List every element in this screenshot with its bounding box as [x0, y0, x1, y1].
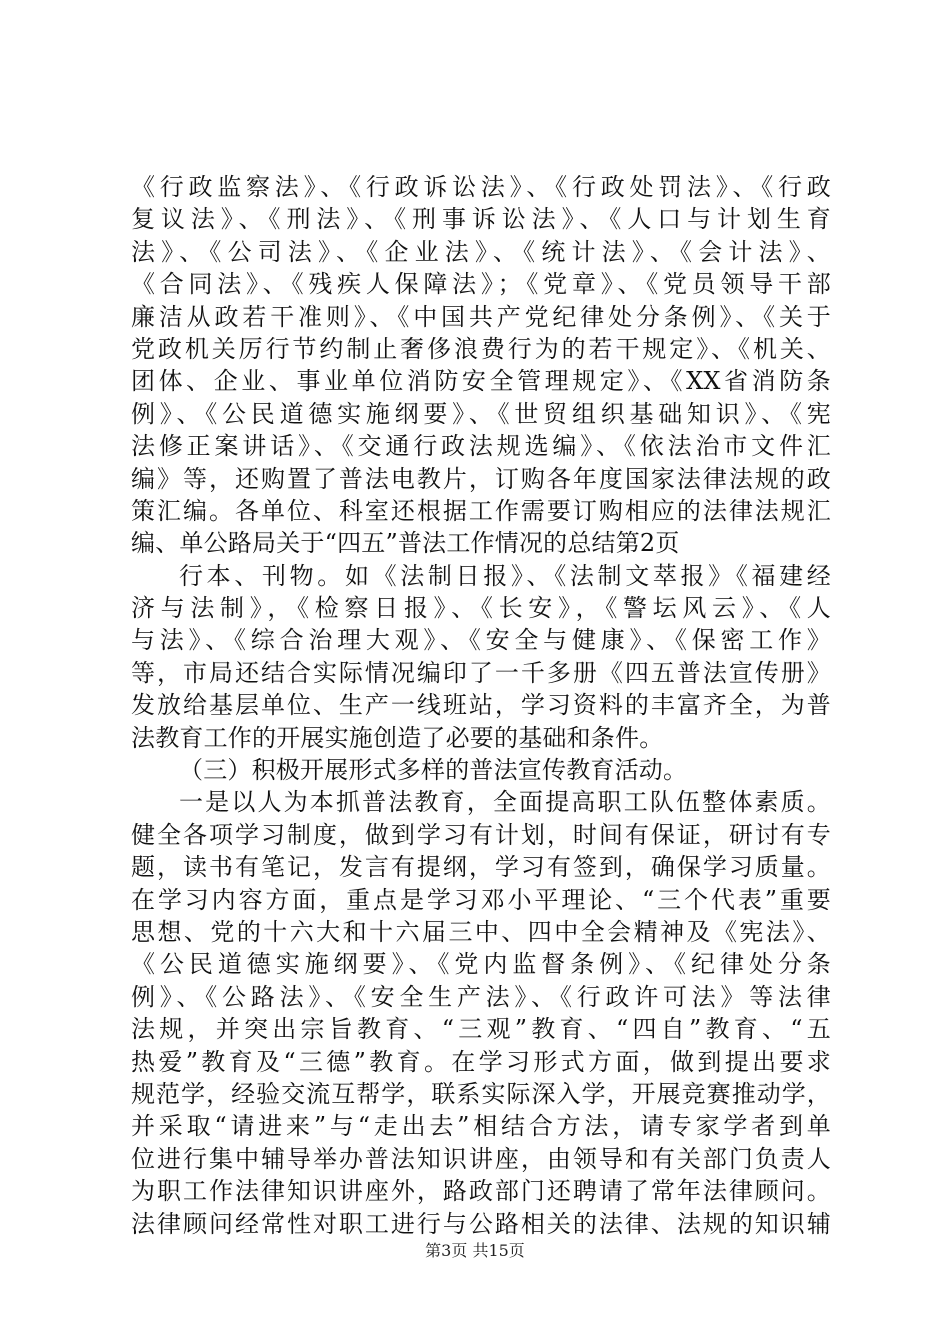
text-line: 题，读书有笔记，发言有提纲，学习有签到，确保学习质量。	[131, 853, 831, 882]
text-line: 法教育工作的开展实施创造了必要的基础和条件。	[131, 723, 664, 752]
page-footer: 第3页 共15页	[425, 1241, 525, 1260]
body-text	[131, 171, 831, 1240]
text-line: 编、单公路局关于“四五”普法工作情况的总结第2页	[131, 529, 680, 558]
text-line: 编》等，还购置了普法电教片，订购各年度国家法律法规的政	[131, 464, 831, 493]
text-line: 并采取“请进来”与“走出去”相结合方法，请专家学者到单	[131, 1112, 831, 1141]
text-line: 为职工作法律知识讲座外，路政部门还聘请了常年法律顾问。	[131, 1177, 831, 1206]
text-line: 济与法制》，《检察日报》、《长安》，《警坛风云》、《人	[131, 594, 831, 623]
text-line: 位进行集中辅导举办普法知识讲座，由领导和有关部门负责人	[131, 1144, 831, 1173]
text-line: 热爱”教育及“三德”教育。在学习形式方面，做到提出要求	[131, 1047, 831, 1076]
text-line: 法修正案讲话》、《交通行政法规选编》、《依法治市文件汇	[131, 432, 831, 461]
text-line: 与法》、《综合治理大观》、《安全与健康》、《保密工作》	[131, 626, 831, 655]
text-line: 策汇编。各单位、科室还根据工作需要订购相应的法律法规汇	[131, 496, 831, 525]
text-line: 健全各项学习制度，做到学习有计划，时间有保证，研讨有专	[131, 820, 831, 849]
text-line: 团体、企业、事业单位消防安全管理规定》、《XX省消防条	[131, 367, 831, 396]
text-line: 一是以人为本抓普法教育，全面提高职工队伍整体素质。	[179, 788, 831, 817]
text-line: （三）积极开展形式多样的普法宣传教育活动。	[179, 756, 688, 785]
text-line: 行本、刊物。如《法制日报》、《法制文萃报》《福建经	[179, 561, 831, 590]
text-line: 法》、《公司法》、《企业法》、《统计法》、《会计法》、	[131, 237, 831, 266]
text-line: 复议法》、《刑法》、《刑事诉讼法》、《人口与计划生育	[131, 205, 831, 234]
text-line: 等，市局还结合实际情况编印了一千多册《四五普法宣传册》	[131, 658, 831, 687]
text-line: 在学习内容方面，重点是学习邓小平理论、“三个代表”重要	[131, 885, 831, 914]
text-line: 《合同法》、《残疾人保障法》；《党章》、《党员领导干部	[131, 270, 831, 299]
text-line: 例》、《公路法》、《安全生产法》、《行政许可法》等法律	[131, 982, 831, 1011]
text-line: 《行政监察法》、《行政诉讼法》、《行政处罚法》、《行政	[131, 173, 831, 201]
text-line: 廉洁从政若干准则》、《中国共产党纪律处分条例》、《关于	[131, 302, 831, 331]
text-line: 法规，并突出宗旨教育、“三观”教育、“四自”教育、“五	[131, 1015, 831, 1044]
text-line: 法律顾问经常性对职工进行与公路相关的法律、法规的知识辅	[131, 1209, 831, 1238]
text-line: 规范学，经验交流互帮学，联系实际深入学，开展竞赛推动学，	[131, 1079, 831, 1108]
text-line: 《公民道德实施纲要》、《党内监督条例》、《纪律处分条	[131, 950, 831, 979]
text-line: 思想、党的十六大和十六届三中、四中全会精神及《宪法》、	[131, 917, 831, 946]
text-line: 发放给基层单位、生产一线班站，学习资料的丰富齐全，为普	[131, 691, 831, 720]
text-line: 党政机关厉行节约制止奢侈浪费行为的若干规定》、《机关、	[131, 334, 831, 363]
text-line: 例》、《公民道德实施纲要》、《世贸组织基础知识》、《宪	[131, 399, 831, 428]
